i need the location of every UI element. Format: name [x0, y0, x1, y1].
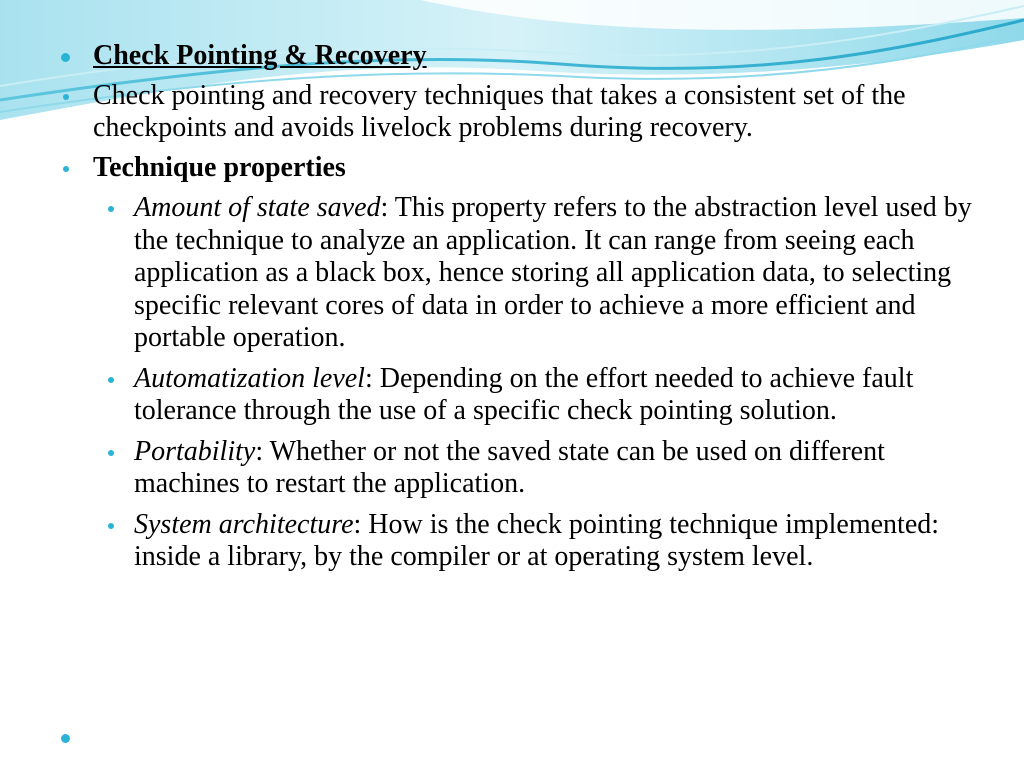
slide-content: [56, 40, 976, 582]
sub-bullet-dot-icon: [108, 377, 114, 383]
property-description: : This property refers to the abstraction level used by the technique to analyze an application. It can range from seeing each application as a black box, hence storing all application data, to selecting specific relevant cores of data in order to achieve a more efficient and portable operation.: [134, 192, 972, 353]
property-term: Amount of state saved: [134, 192, 381, 223]
property-description: : How is the check pointing technique implemented: inside a library, by the compiler or at operating system level.: [134, 508, 940, 572]
property-description: : Whether or not the saved state can be used on different machines to restart the application.: [134, 435, 885, 499]
subheading-item: [56, 152, 976, 184]
property-item: [56, 192, 976, 355]
property-term: Portability: [134, 435, 256, 467]
property-item: [56, 363, 976, 428]
property-term: System architecture: [134, 508, 354, 540]
sub-bullet-dot-icon: [108, 206, 114, 212]
intro-item: [56, 80, 976, 144]
property-term: Automatization level: [134, 362, 365, 394]
bullet-dot-icon: [63, 166, 69, 172]
property-item: [56, 436, 976, 501]
heading-item: [56, 40, 976, 72]
bullet-dot-icon: [63, 94, 69, 100]
property-description: : Depending on the effort needed to achieve fault tolerance through the use of a specific check pointing solution.: [134, 362, 914, 426]
slide-heading: Check Pointing & Recovery: [93, 40, 427, 71]
sub-bullet-dot-icon: [108, 450, 114, 456]
bullet-dot-icon: [61, 53, 70, 62]
section-subheading: Technique properties: [93, 152, 346, 183]
empty-bullet-dot-icon: [61, 734, 70, 743]
sub-bullet-dot-icon: [108, 523, 114, 529]
property-item: [56, 509, 976, 574]
intro-text: Check pointing and recovery techniques that takes a consistent set of the checkpoints and avoids livelock problems during recovery.: [93, 80, 906, 143]
